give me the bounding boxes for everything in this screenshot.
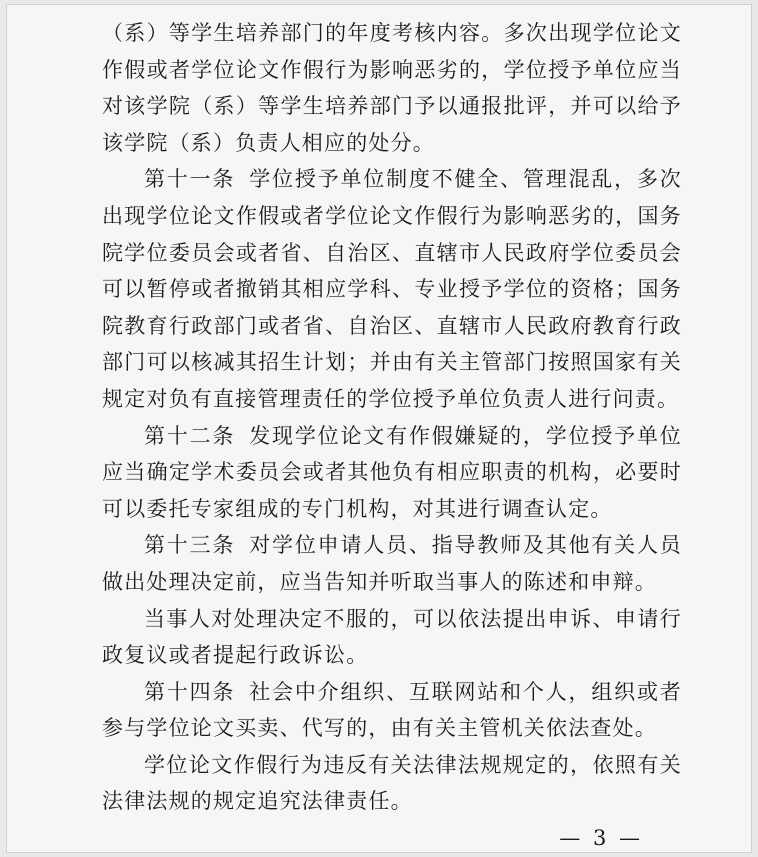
paragraph-legal-liability bbox=[102, 747, 682, 820]
paragraph-text: （系）等学生培养部门的年度考核内容。多次出现学位论文作假或者学位论文作假行为影响恶劣的，学位授予单位应当对该学院（系）等学生培养部门予以通报批评，并可以给予该学院（系）负责人相应的处分。 bbox=[102, 21, 682, 155]
paragraph-text: 学位论文作假行为违反有关法律法规规定的，依照有关法律法规的规定追究法律责任。 bbox=[102, 752, 682, 814]
paragraph-article-12 bbox=[102, 418, 682, 528]
paragraph-text: 社会中介组织、互联网站和个人，组织或者参与学位论文买卖、代写的，由有关主管机关依法查处。 bbox=[102, 679, 682, 741]
paragraph-appeal bbox=[102, 601, 682, 674]
document-page bbox=[6, 4, 752, 853]
paragraph-text: 发现学位论文有作假嫌疑的，学位授予单位应当确定学术委员会或者其他负有相应职责的机构，必要时可以委托专家组成的专门机构，对其进行调查认定。 bbox=[102, 423, 682, 521]
article-number: 第十一条 bbox=[144, 167, 236, 192]
paragraph-article-13 bbox=[102, 527, 682, 600]
article-number: 第十三条 bbox=[144, 533, 236, 558]
paragraph-1 bbox=[102, 15, 682, 161]
paragraph-article-14 bbox=[102, 674, 682, 747]
article-number: 第十二条 bbox=[144, 423, 236, 448]
paragraph-text: 学位授予单位制度不健全、管理混乱，多次出现学位论文作假或者学位论文作假行为影响恶劣的，国务院学位委员会或者省、自治区、直辖市人民政府学位委员会可以暂停或者撤销其相应学科、专业授予学位的资格；国务院教育行政部门或者省、自治区、直辖市人民政府教育行政部门可以核减其招生计划；并由有关主管部门按照国家有关规定对负有直接管理责任的学位授予单位负责人进行问责。 bbox=[102, 167, 682, 411]
paragraph-text: 对学位申请人员、指导教师及其他有关人员做出处理决定前，应当告知并听取当事人的陈述和申辩。 bbox=[102, 533, 682, 594]
body-text bbox=[102, 15, 682, 820]
page-number: — 3 — bbox=[559, 826, 643, 850]
paragraph-article-11 bbox=[102, 161, 682, 417]
paragraph-text: 当事人对处理决定不服的，可以依法提出申诉、申请行政复议或者提起行政诉讼。 bbox=[102, 606, 682, 668]
article-number: 第十四条 bbox=[144, 679, 236, 704]
